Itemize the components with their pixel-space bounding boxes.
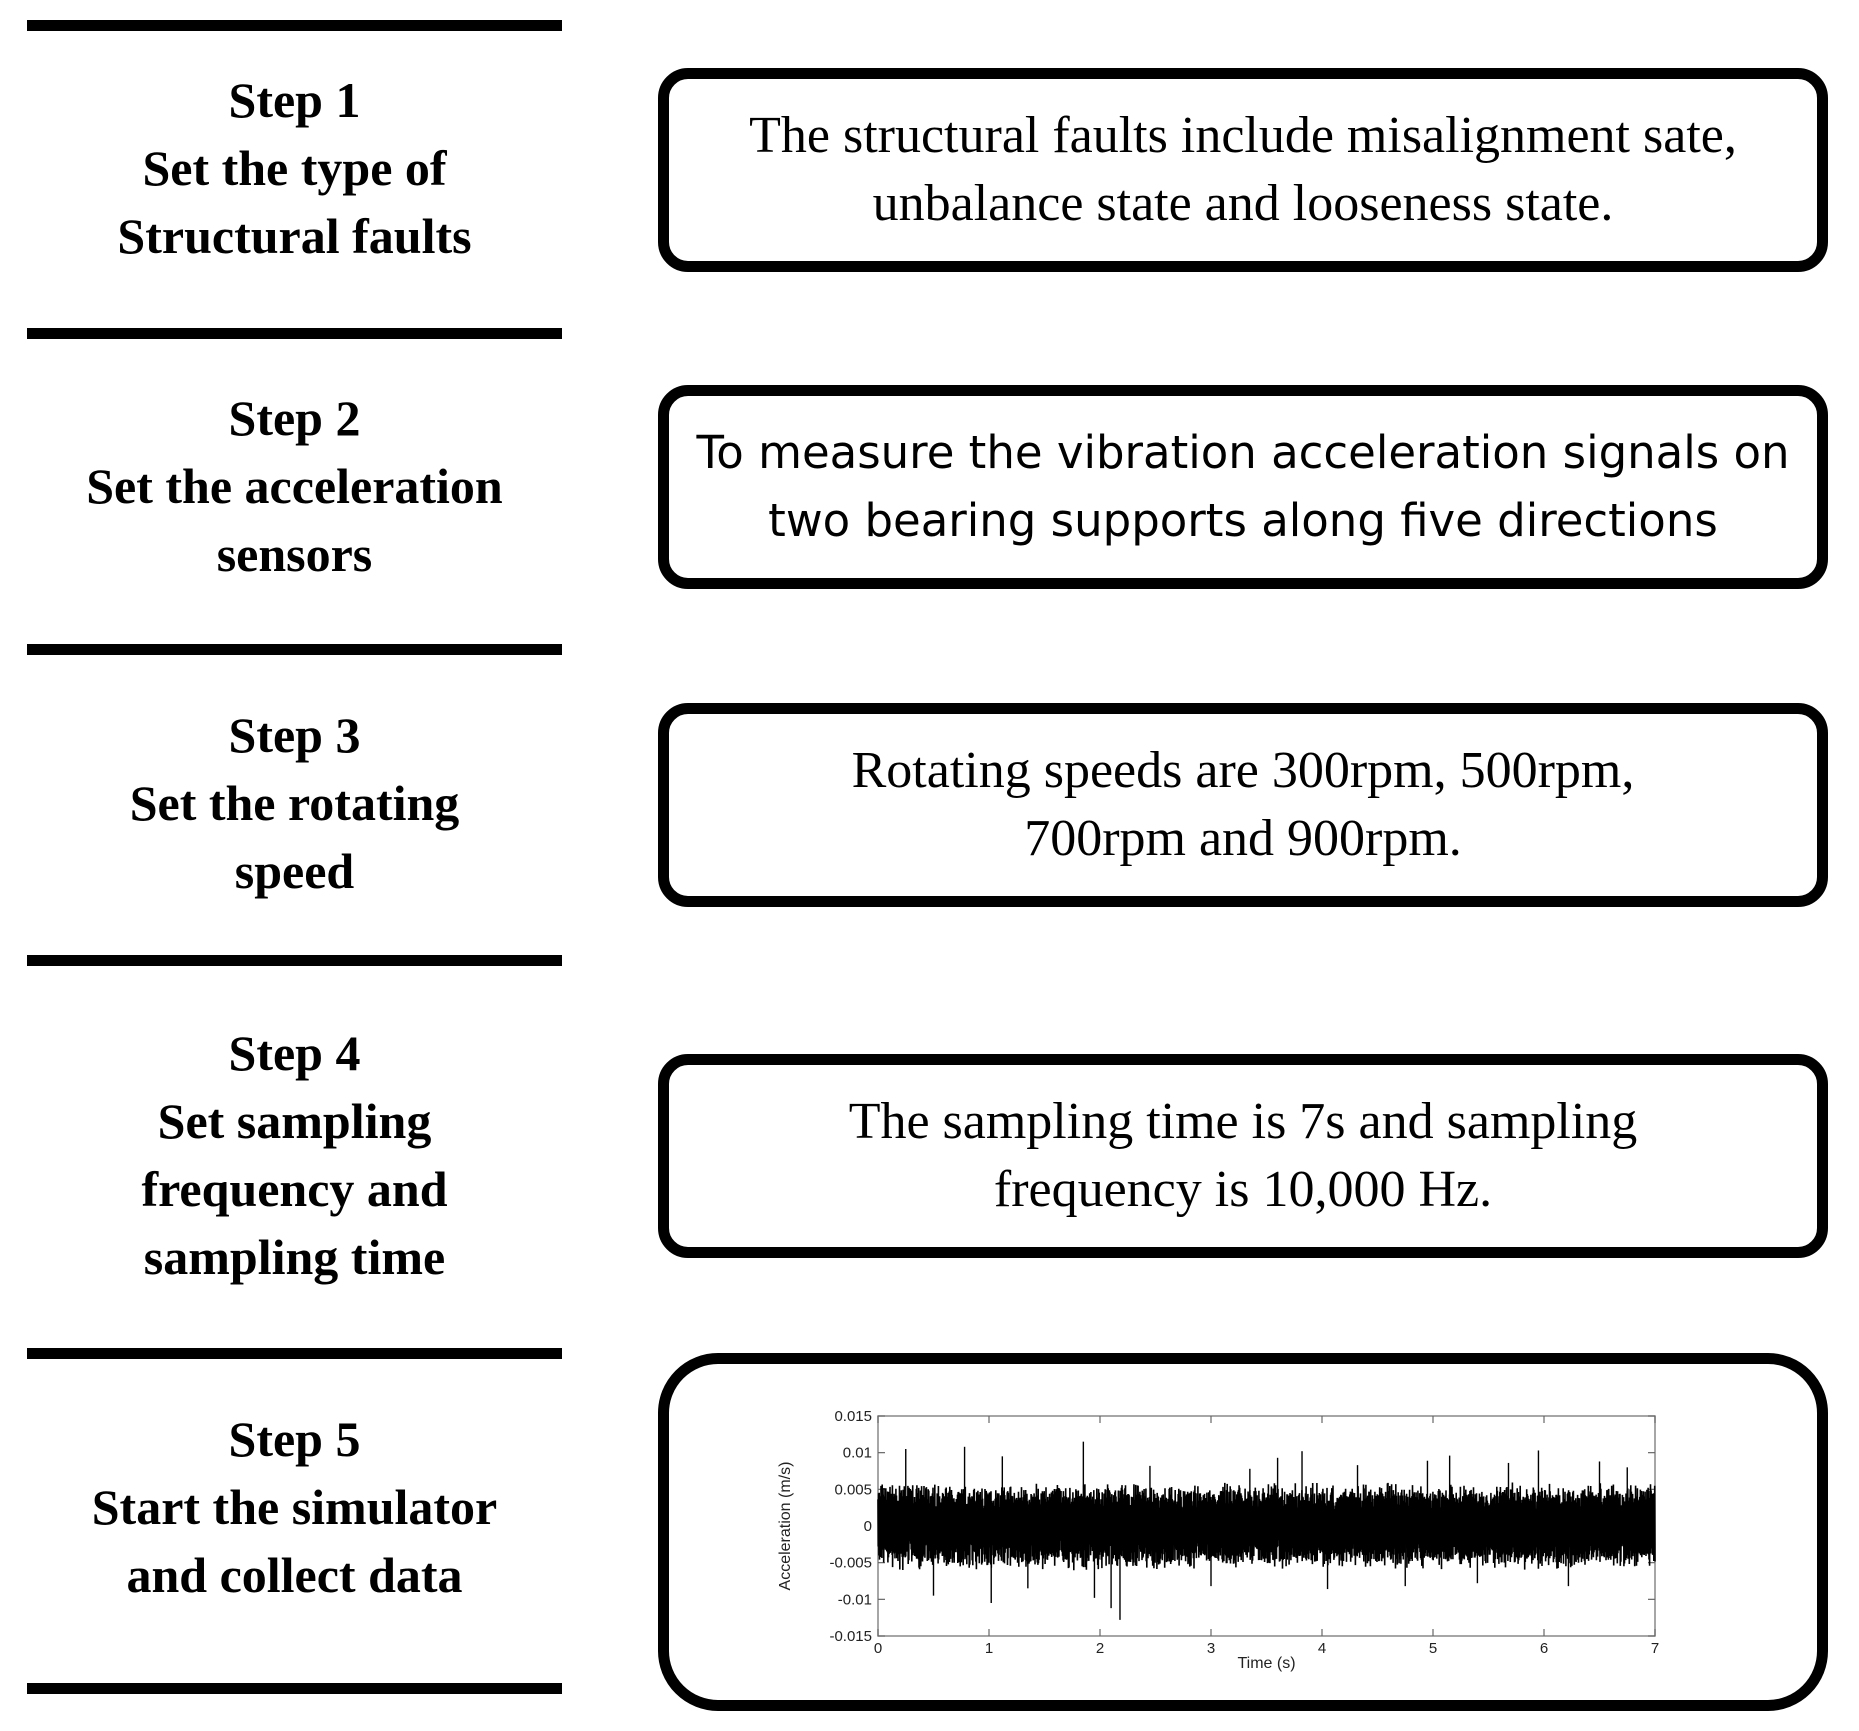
step-1-description-line: The structural faults include misalignment sate, [749, 107, 1737, 164]
step-3-label-line: Set the rotating [129, 775, 460, 831]
y-tick-label: 0.005 [834, 1481, 872, 1499]
step-4-label-line: sampling time [143, 1229, 446, 1285]
step-3-label-line: Step 3 [228, 707, 361, 763]
y-tick-label: -0.015 [829, 1628, 872, 1645]
x-tick-label: 1 [984, 1640, 994, 1657]
step-3-label-line: speed [234, 843, 355, 899]
step-3-description-line: 700rpm and 900rpm. [1024, 810, 1462, 867]
step-1-label-line: Set the type of [142, 140, 447, 196]
step-2-label-line: Step 2 [228, 390, 361, 446]
step-1-description-line: unbalance state and looseness state. [872, 175, 1614, 232]
x-tick-label: 5 [1428, 1640, 1438, 1657]
step-3-description-line: Rotating speeds are 300rpm, 500rpm, [851, 742, 1635, 799]
y-tick-label: -0.005 [829, 1554, 872, 1572]
step-2-description-line: two bearing supports along five directions [768, 494, 1718, 547]
step-1-label-line: Step 1 [228, 72, 361, 128]
step-5-label-line: Start the simulator [91, 1479, 498, 1535]
x-tick-label: 7 [1650, 1640, 1660, 1657]
step-4-description-line: The sampling time is 7s and sampling [848, 1093, 1638, 1150]
x-tick-label: 2 [1095, 1640, 1105, 1657]
step-4-label-line: frequency and [141, 1161, 448, 1217]
step-4-label-line: Set sampling [157, 1093, 432, 1149]
step-4-description-line: frequency is 10,000 Hz. [993, 1161, 1493, 1218]
x-tick-label: 6 [1539, 1640, 1549, 1657]
x-tick-label: 3 [1206, 1640, 1216, 1657]
step-2-label-line: Set the acceleration [86, 458, 503, 514]
step-5-label-line: and collect data [126, 1547, 463, 1603]
step-2-label-line: sensors [216, 526, 373, 582]
x-tick-label: 0 [873, 1640, 883, 1657]
step-2-description-line: To measure the vibration acceleration signals on [696, 426, 1790, 479]
y-tick-label: 0 [863, 1518, 872, 1535]
x-tick-label: 4 [1317, 1640, 1327, 1657]
y-tick-label: 0.01 [842, 1444, 872, 1462]
y-tick-label: 0.015 [834, 1408, 872, 1425]
step-1-label-line: Structural faults [117, 208, 472, 264]
step-5-label-line: Step 5 [228, 1411, 361, 1467]
step-4-label-line: Step 4 [228, 1025, 361, 1081]
y-tick-label: -0.01 [837, 1591, 872, 1609]
x-axis-label: Time (s) [1237, 1655, 1296, 1672]
y-axis-label: Acceleration (m/s) [777, 1461, 794, 1591]
